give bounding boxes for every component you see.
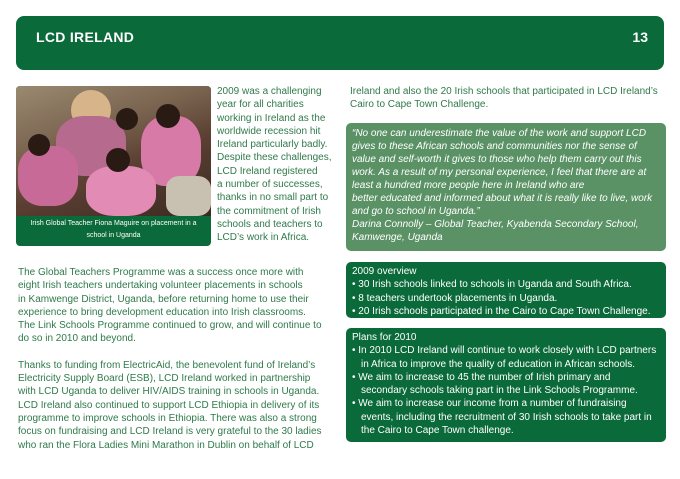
text-line: programme to improve schools in Ethiopia. There was also a strong: [18, 412, 317, 424]
overview-item: • 8 teachers undertook placements in Uganda.: [352, 292, 558, 304]
caption-line: school in Uganda: [86, 232, 141, 239]
photo-panel: [16, 86, 211, 246]
plans-box: [346, 328, 666, 442]
text-line: Ireland and also the 20 Irish schools that participated in LCD Ireland’s: [350, 86, 658, 97]
text-line: in Kamwenge District, Uganda, before returning home to use their: [18, 293, 309, 305]
text-line: The Link Schools Programme continued to grow, and will continue to: [18, 320, 322, 332]
text-line: Thanks to funding from ElectricAid, the benevolent fund of Ireland’s: [18, 359, 316, 371]
text-line: working in Ireland as the: [217, 112, 326, 124]
text-line: 2009 was a challenging: [217, 86, 322, 97]
text-line: Ireland particularly badly.: [217, 139, 328, 151]
text-line: eight Irish teachers undertaking volunteer placements in schools: [18, 280, 303, 292]
quote-line: gives to these African schools and communities nor the sense of: [352, 141, 637, 152]
text-line: Electricity Supply Board (ESB), LCD Ireland worked in partnership: [18, 373, 311, 385]
quote-box: [346, 123, 666, 251]
text-line: Despite these challenges,: [217, 152, 332, 164]
continued-paragraph: [350, 85, 666, 112]
text-line: thanks in no small part to: [217, 192, 329, 204]
plans-item-continued: in Africa to improve the quality of education in African schools.: [361, 358, 636, 370]
quote-line: least a hundred more people here in Ireland who are: [352, 180, 585, 191]
plans-item: • We aim to increase our income from a number of fundraising: [352, 398, 627, 410]
quote-attribution: Darina Connolly – Global Teacher, Kyabenda Secondary School,: [352, 219, 639, 230]
plans-item-continued: events, including the recruitment of 30 Irish schools to take part in: [361, 411, 652, 423]
text-line: who ran the Flora Ladies Mini Marathon in Dublin on behalf of LCD: [18, 439, 314, 451]
plans-item: • In 2010 LCD Ireland will continue to work closely with LCD partners: [352, 345, 657, 357]
quote-attribution: Kamwenge, Uganda: [352, 232, 443, 243]
text-line: a number of successes,: [217, 179, 323, 191]
overview-box: [346, 262, 666, 318]
text-line: focus on fundraising and LCD Ireland is very grateful to the 30 ladies: [18, 426, 322, 438]
photo-caption: [16, 218, 211, 242]
page-header: [16, 16, 664, 70]
quote-line: and go to school in Uganda.”: [352, 206, 480, 217]
intro-paragraph: [217, 85, 339, 245]
plans-item-continued: secondary schools taking part in the Link Schools Programme.: [361, 385, 638, 397]
text-line: worldwide recession hit: [217, 125, 321, 137]
paragraph-gap: [18, 346, 338, 359]
page-title: LCD IRELAND: [36, 29, 135, 45]
plans-item: • We aim to increase to 45 the number of Irish primary and: [352, 371, 611, 383]
text-line: LCD Ireland registered: [217, 165, 318, 177]
page-number: 13: [632, 29, 648, 45]
text-line: The Global Teachers Programme was a success once more with: [18, 267, 304, 278]
quote-line: work. As a result of my personal experience, I feel that there are at: [352, 167, 647, 178]
text-line: Cairo to Cape Town Challenge.: [350, 99, 489, 111]
classroom-photo: [16, 86, 211, 216]
plans-item-continued: the Cairo to Cape Town challenge.: [361, 425, 514, 437]
text-line: the commitment of Irish: [217, 205, 321, 217]
caption-line: Irish Global Teacher Fiona Maguire on placement in a: [30, 220, 197, 227]
text-line: with LCD Uganda to deliver HIV/AIDS training in schools in Uganda.: [18, 386, 320, 398]
text-line: experience to bring development education into Irish classrooms.: [18, 306, 306, 318]
text-line: do so in 2010 and beyond.: [18, 333, 136, 345]
text-line: LCD Ireland also continued to support LCD Ethiopia in delivery of its: [18, 399, 320, 411]
quote-line: “No one can underestimate the value of the work and support LCD: [352, 128, 647, 139]
text-line: year for all charities: [217, 99, 304, 111]
text-line: schools and teachers to: [217, 218, 323, 230]
overview-item: • 30 Irish schools linked to schools in Uganda and South Africa.: [352, 279, 632, 291]
overview-item: • 20 Irish schools participated in the Cairo to Cape Town Challenge.: [352, 305, 651, 317]
quote-line: value and self-worth it gives to those who help them carry out this: [352, 154, 642, 165]
overview-heading: 2009 overview: [352, 266, 417, 277]
plans-heading: Plans for 2010: [352, 332, 417, 343]
quote-line: better educated and informed about what it is really like to live, work: [352, 193, 653, 204]
body-paragraphs: [18, 266, 338, 452]
text-line: LCD’s work in Africa.: [217, 232, 310, 244]
